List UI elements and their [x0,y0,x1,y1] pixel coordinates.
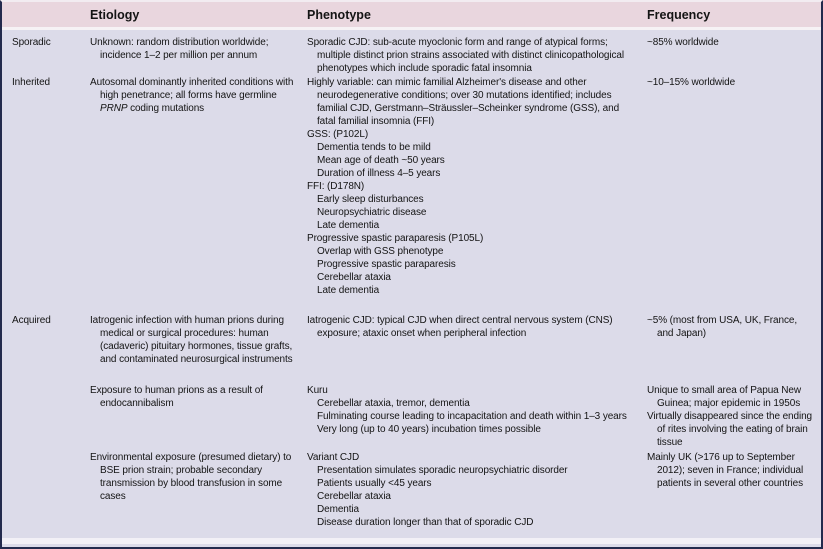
kuru-frequency-text: Virtually disappeared since the ending of rites involving the eating of brain tissue [647,411,813,448]
inherited-etiology-post: coding mutations [127,103,205,114]
inherited-phenotype-ffi-heading: FFI: (D178N) [307,181,365,192]
inherited-phenotype-psp-item: Overlap with GSS phenotype [317,246,444,257]
inherited-etiology-text [90,76,299,115]
inherited-frequency-cell [647,76,821,89]
variant-phenotype-cell [307,451,647,529]
table-header-row [2,2,821,30]
kuru-phenotype-cell [307,384,647,436]
table-row-sporadic [2,36,821,76]
inherited-frequency-text: ~10–15% worldwide [647,77,736,88]
table-row-inherited [2,76,821,314]
row-label-sporadic: Sporadic [12,37,51,48]
iatrogenic-phenotype-cell [307,314,647,340]
inherited-phenotype-gss-item: Mean age of death ~50 years [317,155,445,166]
table-row-acquired-iatrogenic [2,314,821,384]
table-row-acquired-kuru [2,384,821,451]
variant-phenotype-item: Presentation simulates sporadic neuropsychiatric disorder [317,465,568,476]
inherited-phenotype-psp-item: Late dementia [317,285,380,296]
kuru-frequency-text: Unique to small area of Papua New Guinea; major epidemic in 1950s [647,385,802,409]
kuru-etiology-cell [90,384,307,410]
inherited-phenotype-gss-item: Duration of illness 4–5 years [317,168,441,179]
inherited-phenotype-intro: Highly variable: can mimic familial Alzheimer's disease and other neurodegenerative conditions; over 30 mutations identified; includes familial CJD, Gerstmann–Sträussler–Scheinker syndrome (GSS), and fatal familial insomnia (FFI) [307,77,620,127]
variant-frequency-text: Mainly UK (>176 up to September 2012); seven in France; individual patients in several other countries [647,452,804,489]
iatrogenic-frequency-text: ~5% (most from USA, UK, France, and Japan) [647,315,797,339]
inherited-etiology-cell [90,76,307,115]
sporadic-phenotype-cell [307,36,647,75]
iatrogenic-frequency-cell [647,314,821,340]
variant-phenotype-item: Dementia [317,504,359,515]
table-bottom-strip [2,538,821,544]
table-row-acquired-variant [2,451,821,529]
inherited-phenotype-psp-item: Progressive spastic paraparesis [317,259,456,270]
variant-phenotype-item: Disease duration longer than that of sporadic CJD [317,517,534,528]
kuru-phenotype-item: Fulminating course leading to incapacitation and death within 1–3 years [317,411,627,422]
variant-phenotype-heading: Variant CJD [307,452,360,463]
row-label-acquired: Acquired [12,315,51,326]
iatrogenic-etiology-cell [90,314,307,366]
column-header-phenotype: Phenotype [307,7,371,22]
variant-frequency-cell [647,451,821,490]
variant-etiology-text: Environmental exposure (presumed dietary) to BSE prion strain; probable secondary transmission by blood transfusion in some cases [90,452,292,502]
iatrogenic-etiology-text: Iatrogenic infection with human prions during medical or surgical procedures: human (cadaveric) pituitary hormones, tissue grafts, and contaminated neurosurgical instruments [90,315,293,365]
kuru-phenotype-item: Very long (up to 40 years) incubation times possible [317,424,541,435]
inherited-phenotype-cell [307,76,647,297]
table-body [2,30,821,538]
column-header-etiology: Etiology [90,7,140,22]
variant-phenotype-item: Cerebellar ataxia [317,491,391,502]
inherited-phenotype-ffi-item: Early sleep disturbances [317,194,424,205]
inherited-phenotype-ffi-item: Late dementia [317,220,380,231]
inherited-phenotype-psp-heading: Progressive spastic paraparesis (P105L) [307,233,484,244]
sporadic-etiology-text: Unknown: random distribution worldwide; incidence 1–2 per million per annum [90,37,269,61]
sporadic-frequency-cell [647,36,821,49]
sporadic-phenotype-text: Sporadic CJD: sub-acute myoclonic form and range of atypical forms; multiple distinct prion strains associated with distinct clinicopathological phenotypes which include sporadic fatal insomnia [307,37,624,74]
kuru-frequency-cell [647,384,821,449]
iatrogenic-phenotype-text: Iatrogenic CJD: typical CJD when direct central nervous system (CNS) exposure; ataxic onset when peripheral infection [307,315,613,339]
variant-etiology-cell [90,451,307,503]
inherited-etiology-pre: Autosomal dominantly inherited conditions with high penetrance; all forms have germline [90,77,294,101]
sporadic-frequency-text: ~85% worldwide [647,37,719,48]
gene-symbol-prnp: PRNP [100,103,128,114]
kuru-phenotype-heading: Kuru [307,385,328,396]
row-label-inherited: Inherited [12,77,51,88]
variant-phenotype-item: Patients usually <45 years [317,478,432,489]
inherited-phenotype-ffi-item: Neuropsychiatric disease [317,207,427,218]
inherited-phenotype-psp-item: Cerebellar ataxia [317,272,391,283]
column-header-frequency: Frequency [647,7,711,22]
kuru-etiology-text: Exposure to human prions as a result of endocannibalism [90,385,263,409]
kuru-phenotype-item: Cerebellar ataxia, tremor, dementia [317,398,470,409]
inherited-phenotype-gss-item: Dementia tends to be mild [317,142,431,153]
sporadic-etiology-cell [90,36,307,62]
inherited-phenotype-gss-heading: GSS: (P102L) [307,129,369,140]
